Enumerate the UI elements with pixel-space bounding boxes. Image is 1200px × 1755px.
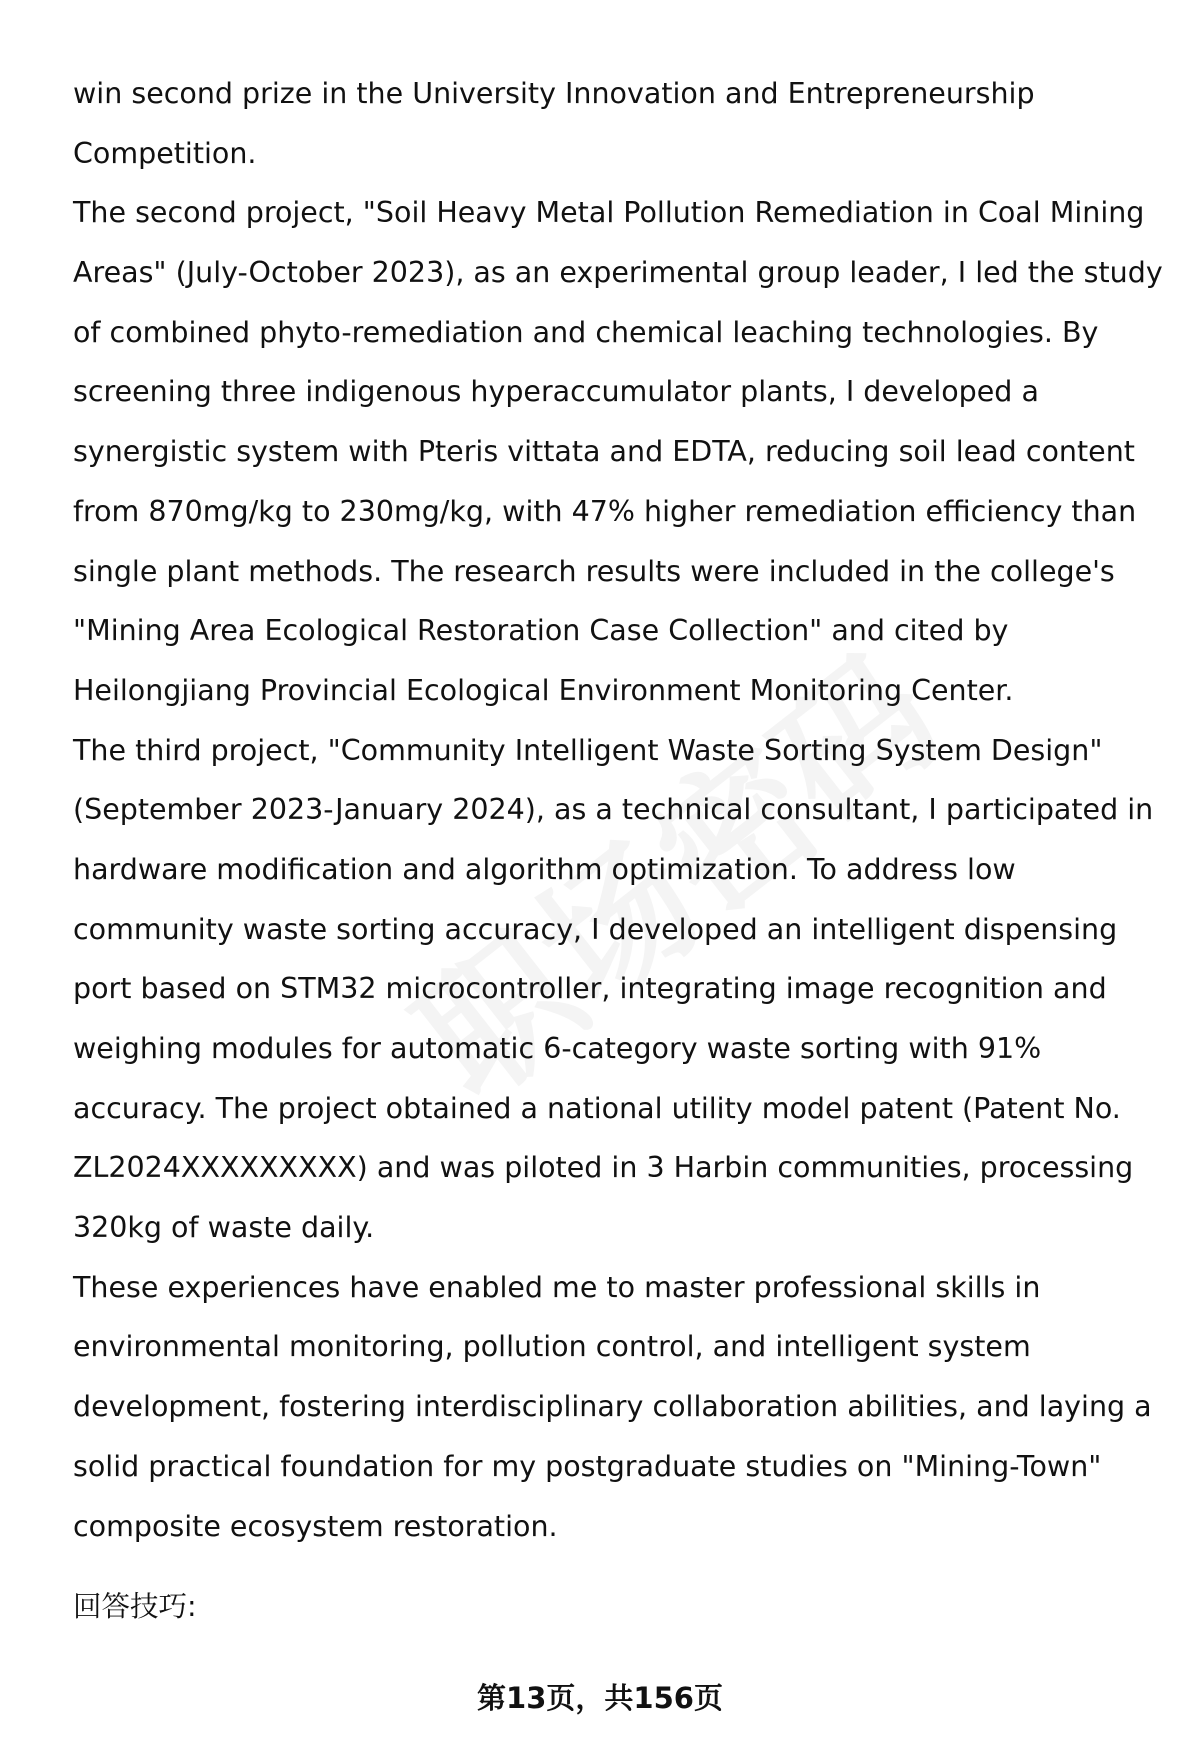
text-line: single plant methods. The research results were included in the college's bbox=[73, 554, 1115, 588]
text-line: (September 2023-January 2024), as a technical consultant, I participated in bbox=[73, 793, 1154, 827]
text-line: from 870mg/kg to 230mg/kg, with 47% higher remediation efficiency than bbox=[73, 494, 1137, 528]
text-line: screening three indigenous hyperaccumulator plants, I developed a bbox=[73, 375, 1039, 409]
text-line: weighing modules for automatic 6-category waste sorting with 91% bbox=[73, 1032, 1042, 1065]
text-line: port based on STM32 microcontroller, integrating image recognition and bbox=[73, 972, 1107, 1006]
text-line: These experiences have enabled me to master professional skills in bbox=[73, 1270, 1041, 1304]
text-line: Competition. bbox=[73, 136, 257, 170]
page-number-footer: 第13页，共156页 bbox=[477, 1681, 723, 1715]
text-line: environmental monitoring, pollution control, and intelligent system bbox=[73, 1330, 1031, 1364]
text-line: hardware modification and algorithm optimization. To address low bbox=[73, 852, 1016, 886]
text-line: accuracy. The project obtained a national utility model patent (Patent No. bbox=[73, 1091, 1121, 1125]
text-line: The second project, "Soil Heavy Metal Pollution Remediation in Coal Mining bbox=[73, 196, 1145, 230]
text-line: Areas" (July-October 2023), as an experimental group leader, I led the study bbox=[73, 256, 1163, 290]
text-line: win second prize in the University Innovation and Entrepreneurship bbox=[73, 77, 1035, 110]
text-line: synergistic system with Pteris vittata and EDTA, reducing soil lead content bbox=[73, 435, 1135, 469]
text-line: solid practical foundation for my postgraduate studies on "Mining-Town" bbox=[73, 1449, 1102, 1483]
text-line: community waste sorting accuracy, I developed an intelligent dispensing bbox=[73, 912, 1118, 946]
text-line: Heilongjiang Provincial Ecological Environment Monitoring Center. bbox=[73, 673, 1014, 707]
text-line: development, fostering interdisciplinary collaboration abilities, and laying a bbox=[73, 1390, 1152, 1424]
body-text bbox=[73, 64, 1163, 1556]
text-line: ZL2024XXXXXXXXX) and was piloted in 3 Harbin communities, processing bbox=[73, 1151, 1134, 1185]
text-line: 320kg of waste daily. bbox=[73, 1211, 375, 1245]
text-line: The third project, "Community Intelligent Waste Sorting System Design" bbox=[73, 733, 1103, 767]
text-line: composite ecosystem restoration. bbox=[73, 1509, 558, 1543]
text-line: "Mining Area Ecological Restoration Case Collection" and cited by bbox=[73, 614, 1009, 648]
answer-tips-heading: 回答技巧: bbox=[73, 1590, 197, 1623]
text-line: of combined phyto-remediation and chemical leaching technologies. By bbox=[73, 315, 1099, 349]
